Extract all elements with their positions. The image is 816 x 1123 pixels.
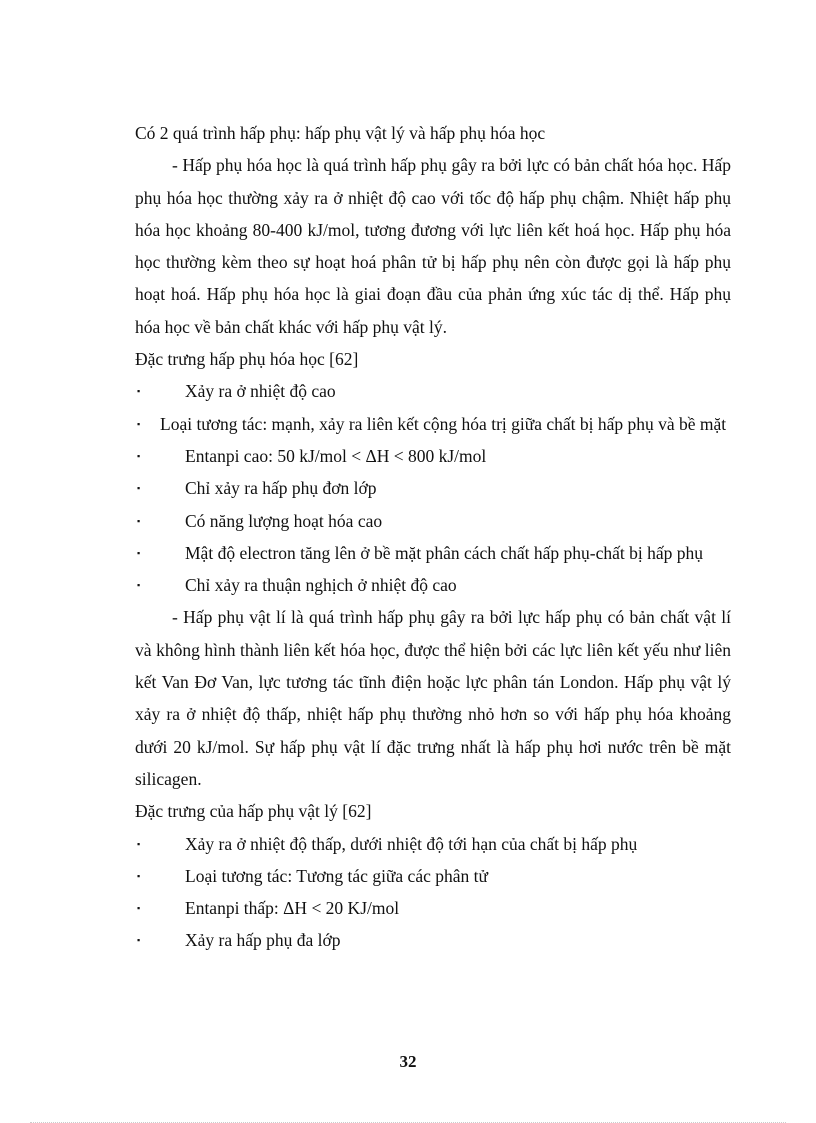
list-item-text: Xảy ra hấp phụ đa lớp (185, 930, 341, 951)
list-item-text: Xảy ra ở nhiệt độ thấp, dưới nhiệt độ tới hạn của chất bị hấp phụ (185, 833, 638, 854)
list-item (135, 440, 731, 472)
square-bullet-icon: ▪ (137, 450, 141, 461)
list-item-text: Loại tương tác: mạnh, xảy ra liên kết cộng hóa trị giữa chất bị hấp phụ và bề mặt (160, 413, 727, 434)
square-bullet-icon: ▪ (137, 903, 141, 914)
list-item-text: Mật độ electron tăng lên ở bề mặt phân cách chất hấp phụ-chất bị hấp phụ (185, 542, 704, 563)
physical-adsorption-list (135, 828, 731, 957)
list-item (135, 828, 731, 860)
list-item-text: Chỉ xảy ra thuận nghịch ở nhiệt độ cao (185, 575, 457, 596)
square-bullet-icon: ▪ (137, 838, 141, 849)
square-bullet-icon: ▪ (137, 935, 141, 946)
list-item (135, 375, 731, 407)
page-content (135, 117, 731, 957)
square-bullet-icon: ▪ (137, 386, 141, 397)
list-item-text: Entanpi thấp: ΔH < 20 KJ/mol (185, 898, 400, 919)
square-bullet-icon: ▪ (137, 418, 141, 429)
list-item (135, 569, 731, 601)
list-item-text: Chỉ xảy ra hấp phụ đơn lớp (185, 478, 377, 499)
list-item-text: Entanpi cao: 50 kJ/mol < ΔH < 800 kJ/mol (185, 445, 487, 466)
physical-adsorption-paragraph: - Hấp phụ vật lí là quá trình hấp phụ gây ra bởi lực hấp phụ có bản chất vật lí và không hình thành liên kết hóa học, được thể hiện bởi các lực liên kết yếu như liên kết Van Đơ Van, lực tương tác tĩnh điện hoặc lực phân tán London. Hấp phụ vật lý xảy ra ở nhiệt độ thấp, nhiệt hấp phụ thường nhỏ hơn so với hấp phụ hóa khoảng dưới 20 kJ/mol. Sự hấp phụ vật lí đặc trưng nhất là hấp phụ hơi nước trên bề mặt silicagen. (135, 607, 731, 789)
square-bullet-icon: ▪ (137, 515, 141, 526)
list-item (135, 472, 731, 504)
square-bullet-icon: ▪ (137, 547, 141, 558)
chemical-adsorption-paragraph: - Hấp phụ hóa học là quá trình hấp phụ gây ra bởi lực có bản chất hóa học. Hấp phụ hóa học thường xảy ra ở nhiệt độ cao với tốc độ hấp phụ chậm. Nhiệt hấp phụ hóa học khoảng 80-400 kJ/mol, tương đương với lực liên kết hoá học. Hấp phụ hóa học thường kèm theo sự hoạt hoá phân tử bị hấp phụ nên còn được gọi là hấp phụ hoạt hoá. Hấp phụ hóa học là giai đoạn đầu của phản ứng xúc tác dị thể. Hấp phụ hóa học về bản chất khác với hấp phụ vật lý. (135, 155, 731, 337)
list-item (135, 924, 731, 956)
list-item (135, 505, 731, 537)
page-number: 32 (399, 1052, 417, 1071)
chemical-adsorption-list (135, 375, 731, 601)
square-bullet-icon: ▪ (137, 483, 141, 494)
physical-adsorption-heading: Đặc trưng của hấp phụ vật lý [62] (135, 801, 372, 822)
list-item (135, 860, 731, 892)
list-item-text: Xảy ra ở nhiệt độ cao (185, 381, 336, 402)
chemical-adsorption-heading: Đặc trưng hấp phụ hóa học [62] (135, 349, 359, 370)
list-item-text: Có năng lượng hoạt hóa cao (185, 510, 383, 531)
square-bullet-icon: ▪ (137, 580, 141, 591)
list-item (135, 408, 731, 440)
intro-sentence: Có 2 quá trình hấp phụ: hấp phụ vật lý và hấp phụ hóa học (135, 123, 546, 143)
list-item (135, 892, 731, 924)
list-item-text: Loại tương tác: Tương tác giữa các phân tử (185, 865, 488, 886)
square-bullet-icon: ▪ (137, 870, 141, 881)
list-item (135, 537, 731, 569)
